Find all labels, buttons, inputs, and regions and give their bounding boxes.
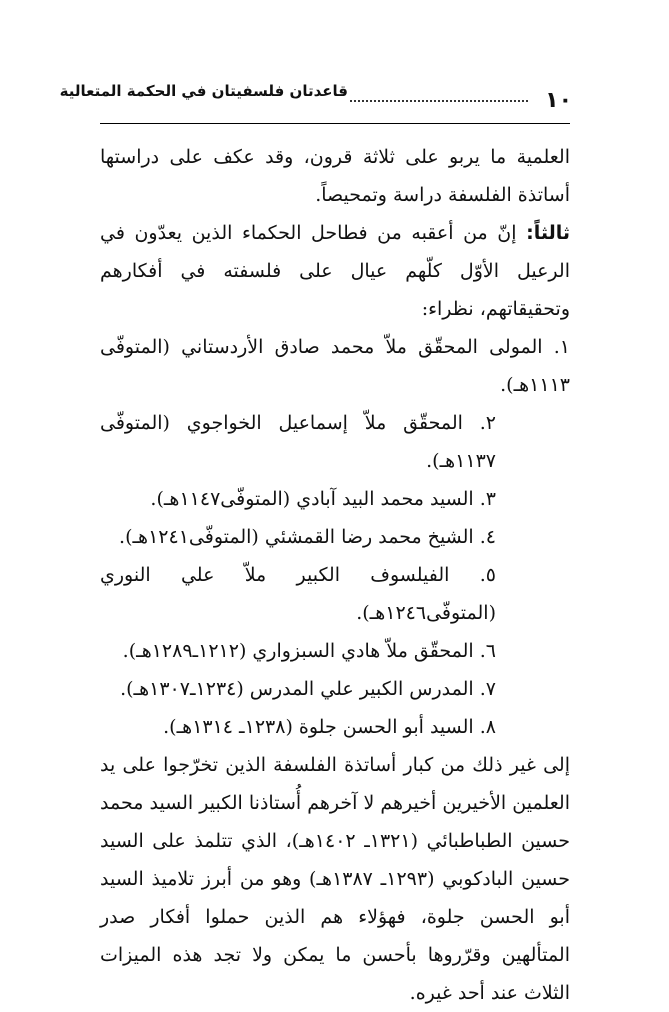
list-item-text: المحقّق ملاّ إسماعيل الخواجوي (المتوفّى ١١٣٧هـ).: [100, 412, 496, 472]
list-item-text: المحقّق ملاّ هادي السبزواري (١٢١٢ـ١٢٨٩هـ).: [122, 640, 480, 662]
intro-paragraph: العلمية ما يربو على ثلاثة قرون، وقد عكف على دراستها أساتذة الفلسفة دراسة وتمحيصاً.: [100, 146, 570, 206]
list-item-text: السيد محمد البيد آبادي (المتوفّى١١٤٧هـ).: [150, 488, 480, 510]
list-item-number: ٢.: [479, 412, 496, 434]
page-number: ١٠: [545, 88, 572, 113]
list-item-number: ٥.: [479, 564, 496, 586]
list-item-text: الشيخ محمد رضا القمشئي (المتوفّى١٢٤١هـ).: [119, 526, 480, 548]
third-point-text: إنّ من أعقبه من فطاحل الحكماء الذين يعدّون في الرعيل الأوّل كلّهم عيال على فلسفته في أفكارهم وتحقيقاتهم، نظراء:: [100, 222, 570, 320]
list-item-number: ٧.: [479, 678, 496, 700]
list-item: [100, 480, 570, 518]
list-item: [100, 632, 570, 670]
running-title: قاعدتان فلسفيتان في الحكمة المتعالية: [59, 82, 348, 100]
list-item: [100, 556, 570, 632]
scholars-list: [100, 328, 570, 746]
list-item: [100, 708, 570, 746]
third-point-paragraph: [100, 214, 570, 328]
list-item-number: ٨.: [479, 716, 496, 738]
page-body: [100, 138, 570, 1012]
list-item: [100, 670, 570, 708]
list-item-number: ٤.: [479, 526, 496, 548]
list-item-text: المدرس الكبير علي المدرس (١٢٣٤ـ١٣٠٧هـ).: [120, 678, 480, 700]
header-rule: [100, 123, 570, 124]
closing-paragraph: إلى غير ذلك من كبار أساتذة الفلسفة الذين تخرّجوا على يد العلمين الأخيرين أخيرهم لا آخرهم أُستاذنا الكبير السيد محمد حسين الطباطبائي (١٣٢١ـ ١٤٠٢هـ)، الذي تتلمذ على السيد حسين البادكوبي (١٢٩٣ـ ١٣٨٧هـ) وهو من أبرز تلاميذ السيد أبو الحسن جلوة، فهؤلاء هم الذين حملوا أفكار صدر المتألهين وقرّروها بأحسن ما يمكن ولا تجد هذه الميزات الثلاث عند أحد غيره.: [100, 754, 570, 1004]
list-item-text: السيد أبو الحسن جلوة (١٢٣٨ـ ١٣١٤هـ).: [163, 716, 480, 738]
list-item: [100, 328, 570, 404]
list-item: [100, 404, 570, 480]
list-item-number: ٣.: [479, 488, 496, 510]
list-item-number: ٦.: [479, 640, 496, 662]
list-item: [100, 518, 570, 556]
list-item-text: المولى المحقّق ملاّ محمد صادق الأردستاني (المتوفّى ١١١٣هـ).: [100, 336, 570, 396]
list-item-text: الفيلسوف الكبير ملاّ علي النوري (المتوفّى١٢٤٦هـ).: [100, 564, 496, 624]
header-dot-leader: [350, 100, 528, 102]
page-header: [59, 80, 572, 120]
third-point-label: ثالثاً:: [526, 222, 570, 244]
list-item-number: ١.: [553, 336, 570, 358]
